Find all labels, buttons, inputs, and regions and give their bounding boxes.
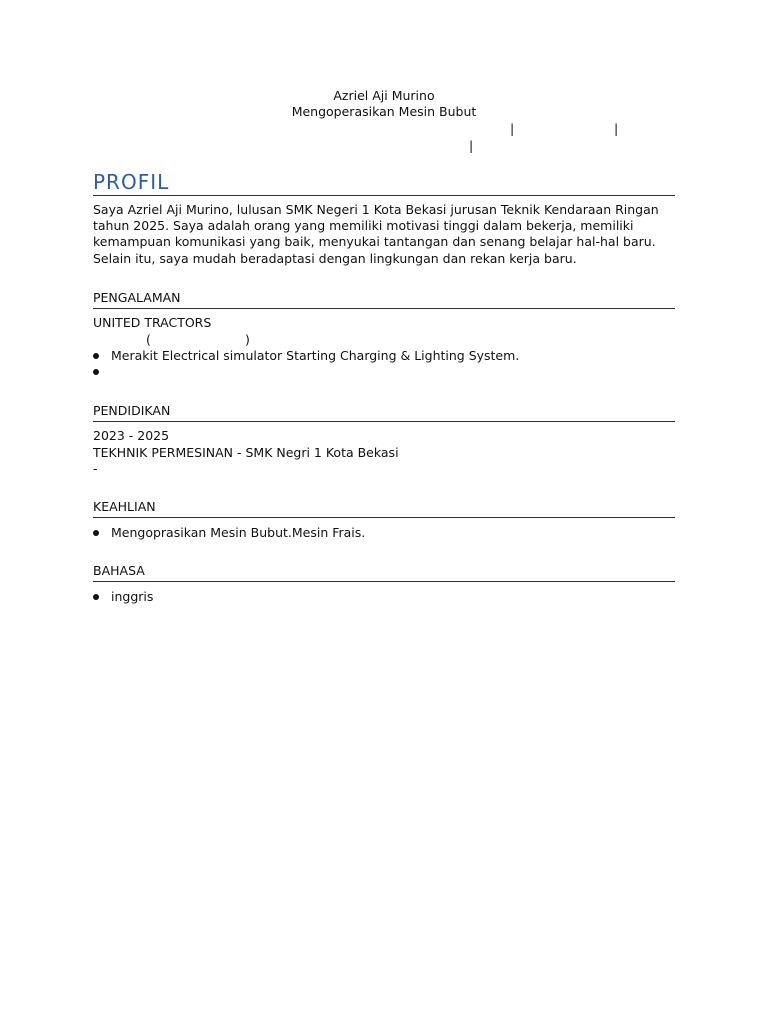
keahlian-heading: KEAHLIAN [93, 499, 675, 518]
candidate-name: Azriel Aji Murino [333, 88, 435, 103]
bullet-icon [93, 369, 99, 375]
pengalaman-heading: PENGALAMAN [93, 290, 675, 309]
experience-company: UNITED TRACTORS [93, 315, 212, 330]
contact-separator: | [469, 138, 474, 153]
experience-date-open: ( [146, 332, 151, 347]
skill-item-text: Mengoprasikan Mesin Bubut.Mesin Frais. [111, 525, 366, 540]
contact-separator: | [510, 121, 515, 136]
education-years: 2023 - 2025 [93, 428, 170, 443]
bullet-icon [93, 530, 99, 536]
bullet-icon [93, 594, 99, 600]
education-dash: - [93, 461, 98, 476]
education-program: TEKHNIK PERMESINAN - SMK Negri 1 Kota Bekasi [93, 445, 399, 460]
bullet-icon [93, 353, 99, 359]
candidate-title: Mengoperasikan Mesin Bubut [291, 104, 477, 119]
profil-text: Saya Azriel Aji Murino, lulusan SMK Negeri 1 Kota Bekasi jurusan Teknik Kendaraan Ringan tahun 2025. Saya adalah orang yang memiliki motivasi tinggi dalam bekerja, memiliki kemampuan komunikasi yang baik, menyukai tantangan dan senang belajar hal-hal baru. Selain itu, saya mudah beradaptasi dengan lingkungan dan rekan kerja baru. [93, 202, 659, 266]
contact-separator: | [614, 121, 619, 136]
bahasa-heading: BAHASA [93, 563, 675, 582]
profil-heading: PROFIL [93, 170, 675, 196]
pendidikan-heading: PENDIDIKAN [93, 403, 675, 422]
experience-bullet-text: Merakit Electrical simulator Starting Charging & Lighting System. [111, 348, 520, 363]
language-item-text: inggris [111, 589, 154, 604]
experience-date-close: ) [245, 332, 250, 347]
